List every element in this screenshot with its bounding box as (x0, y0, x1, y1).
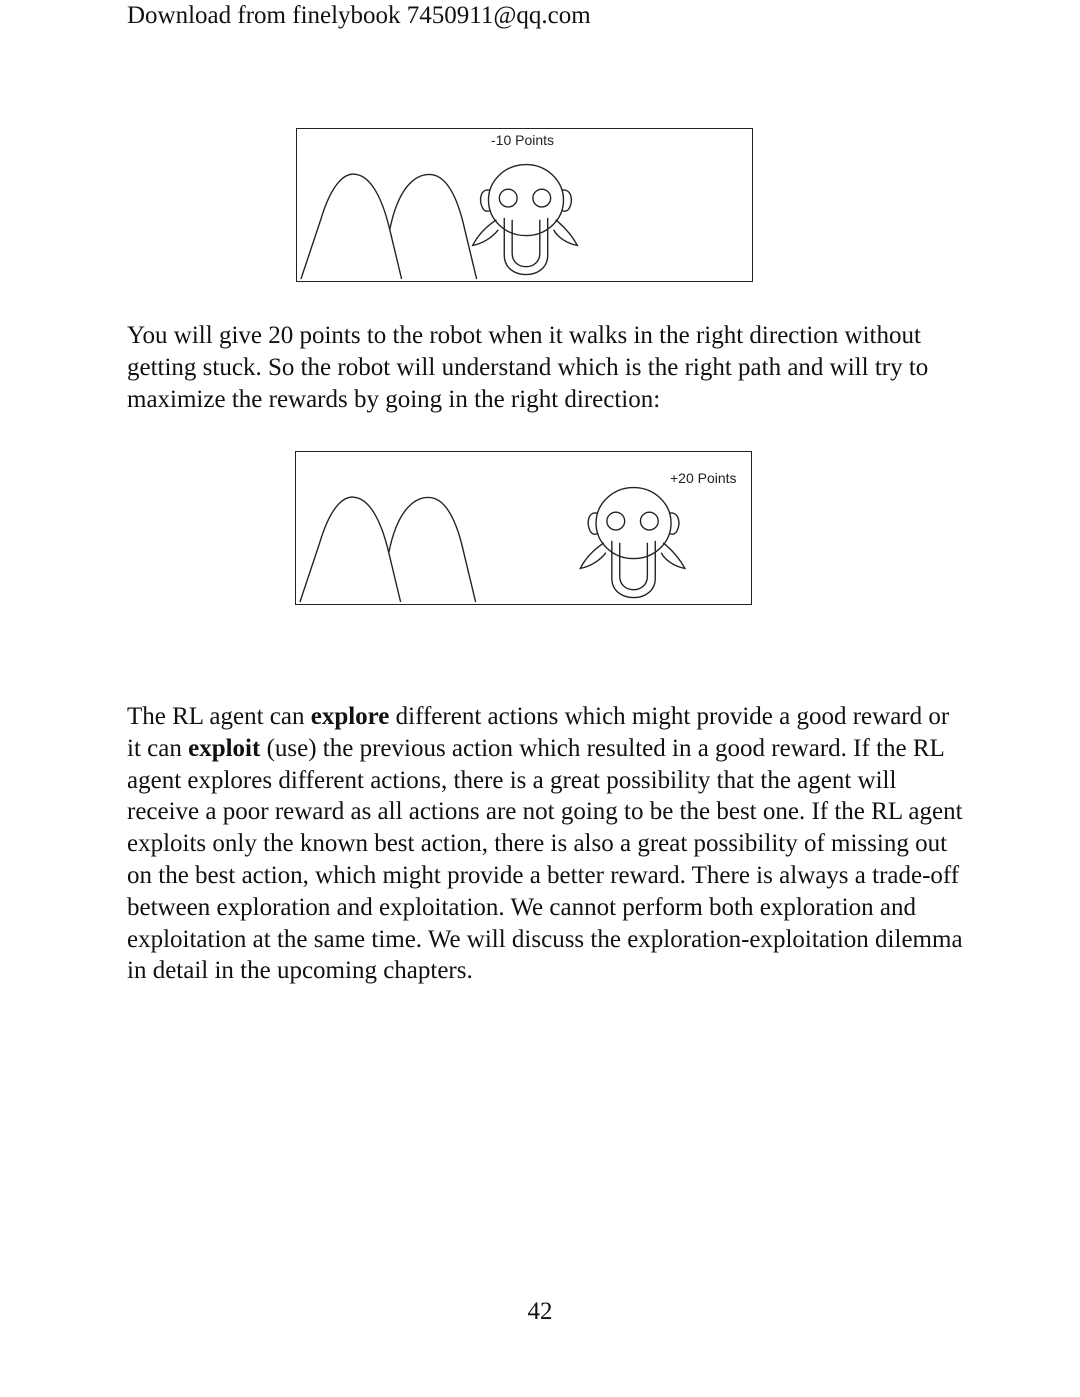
mountain-shape (301, 174, 402, 279)
paragraph-explore-exploit (127, 701, 967, 987)
page-number: 42 (527, 1298, 553, 1325)
robot-shape (580, 488, 685, 598)
term-explore: explore (310, 703, 390, 730)
points-label: -10 Points (491, 132, 555, 148)
figure-robot-rewarded (295, 451, 752, 605)
paragraph-text: different actions which might provide a good reward or it can (127, 703, 950, 762)
mountain-shape (390, 174, 477, 279)
figure-robot-stuck (296, 128, 753, 282)
paragraph-text: (use) the previous action which resulted in a good reward. If the RL agent explores different actions, there is a great possibility that the agent will receive a poor reward as all actions are not going to be the best one. If the RL agent exploits only the known best action, there is also a great possibility of missing out on the best action, which might provide a better reward. There is always a trade-off between exploration and exploitation. We cannot perform both exploration and exploitation at the same time. We will discuss the exploration-exploitation dilemma in detail in the upcoming chapters. (127, 734, 963, 985)
robot-stuck-illustration (297, 129, 752, 281)
robot-shape (473, 165, 578, 275)
paragraph-reward-explanation: You will give 20 points to the robot when it walks in the right direction without getting stuck. So the robot will understand which is the right path and will try to maximize the rewards by going in the right direction: (127, 322, 929, 413)
paragraph-text: The RL agent can (127, 703, 311, 730)
page-header-watermark: Download from finelybook 7450911@qq.com (127, 2, 591, 29)
mountain-shape (300, 497, 401, 602)
mountain-shape (389, 497, 476, 602)
points-label: +20 Points (670, 470, 737, 486)
term-exploit: exploit (188, 734, 261, 762)
